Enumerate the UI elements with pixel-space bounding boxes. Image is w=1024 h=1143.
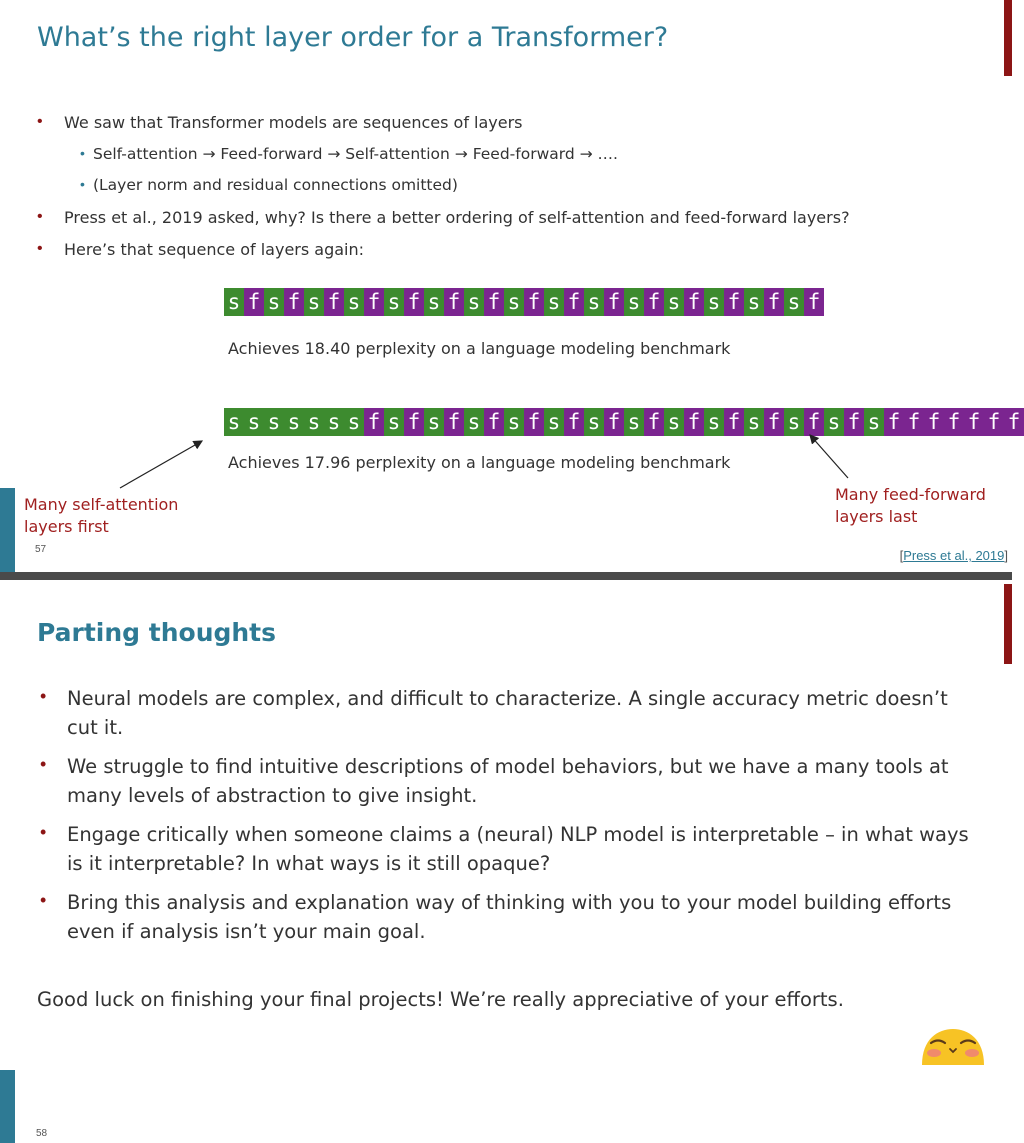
- feed-forward-layer: f: [644, 288, 664, 316]
- self-attention-layer: s: [744, 408, 764, 436]
- feed-forward-layer: f: [404, 408, 424, 436]
- feed-forward-layer: f: [484, 408, 504, 436]
- self-attention-layer: s: [304, 288, 324, 316]
- page-number: 58: [36, 1128, 48, 1139]
- feed-forward-layer: f: [604, 288, 624, 316]
- self-attention-layer: s: [544, 408, 564, 436]
- feed-forward-layer: f: [324, 288, 344, 316]
- blushing-face-icon: [920, 1027, 986, 1067]
- note-feed-forward: Many feed-forward layers last: [835, 485, 986, 526]
- self-attention-layer: s: [224, 408, 244, 436]
- self-attention-layer: s: [244, 408, 264, 436]
- feed-forward-layer: f: [644, 408, 664, 436]
- feed-forward-layer: f: [284, 288, 304, 316]
- feed-forward-layer: f: [564, 408, 584, 436]
- slide-title: Parting thoughts: [37, 618, 277, 647]
- feed-forward-layer: f: [444, 288, 464, 316]
- self-attention-layer: s: [704, 288, 724, 316]
- bullet-dot: •: [37, 208, 43, 225]
- self-attention-layer: s: [784, 408, 804, 436]
- self-attention-layer: s: [744, 288, 764, 316]
- self-attention-layer: s: [664, 408, 684, 436]
- feed-forward-layer: f: [364, 408, 384, 436]
- feed-forward-layer: f: [564, 288, 584, 316]
- self-attention-layer: s: [264, 408, 284, 436]
- bullet-text: Press et al., 2019 asked, why? Is there a better ordering of self-attention and feed-forward layers?: [64, 208, 850, 227]
- arrow-to-feed-forward: [810, 435, 848, 478]
- self-attention-layer: s: [324, 408, 344, 436]
- self-attention-layer: s: [424, 288, 444, 316]
- arrow-to-self-attention: [120, 441, 202, 488]
- page-number: 57: [35, 544, 47, 555]
- feed-forward-layer: f: [904, 408, 924, 436]
- feed-forward-layer: f: [944, 408, 964, 436]
- accent-bar-right: [1004, 584, 1012, 664]
- self-attention-layer: s: [584, 408, 604, 436]
- note-self-attention: Many self-attention layers first: [24, 495, 179, 536]
- self-attention-layer: s: [784, 288, 804, 316]
- self-attention-layer: s: [424, 408, 444, 436]
- bullet-text: Neural models are complex, and difficult to characterize. A single accuracy metric doesn’t cut it.: [67, 687, 948, 739]
- slide-57: [0, 0, 1021, 572]
- self-attention-layer: s: [284, 408, 304, 436]
- feed-forward-layer: f: [804, 288, 824, 316]
- bullet-dot: •: [37, 240, 43, 257]
- sub-bullet-text: (Layer norm and residual connections omitted): [93, 176, 458, 194]
- self-attention-layer: s: [664, 288, 684, 316]
- closing-message: Good luck on finishing your final projects! We’re really appreciative of your efforts.: [37, 988, 844, 1011]
- feed-forward-layer: f: [524, 408, 544, 436]
- bullet-dot: •: [37, 113, 43, 130]
- bullet-text: Here’s that sequence of layers again:: [64, 240, 365, 259]
- accent-bar-left: [0, 1070, 15, 1143]
- feed-forward-layer: f: [684, 408, 704, 436]
- feed-forward-layer: f: [884, 408, 904, 436]
- self-attention-layer: s: [624, 288, 644, 316]
- self-attention-layer: s: [584, 288, 604, 316]
- feed-forward-layer: f: [1004, 408, 1024, 436]
- self-attention-layer: s: [384, 408, 404, 436]
- feed-forward-layer: f: [804, 408, 824, 436]
- self-attention-layer: s: [864, 408, 884, 436]
- bullet-text: Bring this analysis and explanation way of thinking with you to your model building efforts even if analysis isn’t your main goal.: [67, 891, 952, 943]
- citation-link[interactable]: Press et al., 2019: [903, 548, 1005, 563]
- bullet-dot: •: [40, 890, 47, 910]
- bullet-dot: •: [40, 822, 47, 842]
- feed-forward-layer: f: [964, 408, 984, 436]
- self-attention-layer: s: [344, 408, 364, 436]
- feed-forward-layer: f: [484, 288, 504, 316]
- slide-divider: [0, 572, 1012, 580]
- feed-forward-layer: f: [244, 288, 264, 316]
- feed-forward-layer: f: [364, 288, 384, 316]
- bullet-dot: •: [40, 754, 47, 774]
- feed-forward-layer: f: [984, 408, 1004, 436]
- self-attention-layer: s: [624, 408, 644, 436]
- feed-forward-layer: f: [724, 408, 744, 436]
- feed-forward-layer: f: [724, 288, 744, 316]
- sub-bullet-text: Self-attention → Feed-forward → Self-attention → Feed-forward → ….: [93, 145, 618, 163]
- self-attention-layer: s: [304, 408, 324, 436]
- bullet-text: We saw that Transformer models are sequences of layers: [64, 113, 523, 132]
- feed-forward-layer: f: [404, 288, 424, 316]
- self-attention-layer: s: [384, 288, 404, 316]
- slide-title: What’s the right layer order for a Transformer?: [37, 22, 669, 53]
- bullet-text: Engage critically when someone claims a (neural) NLP model is interpretable – in what ways is it interpretable? In what ways is it still opaque?: [67, 823, 969, 875]
- perplexity-caption: Achieves 17.96 perplexity on a language modeling benchmark: [228, 453, 731, 472]
- perplexity-caption: Achieves 18.40 perplexity on a language modeling benchmark: [228, 339, 731, 358]
- feed-forward-layer: f: [764, 408, 784, 436]
- self-attention-layer: s: [544, 288, 564, 316]
- feed-forward-layer: f: [764, 288, 784, 316]
- feed-forward-layer: f: [924, 408, 944, 436]
- bullet-dot: •: [40, 686, 47, 706]
- self-attention-layer: s: [504, 288, 524, 316]
- self-attention-layer: s: [224, 288, 244, 316]
- sub-bullet-dot: •: [80, 176, 85, 192]
- self-attention-layer: s: [464, 288, 484, 316]
- self-attention-layer: s: [264, 288, 284, 316]
- self-attention-layer: s: [504, 408, 524, 436]
- self-attention-layer: s: [704, 408, 724, 436]
- feed-forward-layer: f: [444, 408, 464, 436]
- self-attention-layer: s: [824, 408, 844, 436]
- feed-forward-layer: f: [844, 408, 864, 436]
- bullet-text: We struggle to find intuitive descriptions of model behaviors, but we have a many tools at many levels of abstraction to give insight.: [67, 755, 949, 807]
- sub-bullet-dot: •: [80, 145, 85, 161]
- feed-forward-layer: f: [524, 288, 544, 316]
- self-attention-layer: s: [344, 288, 364, 316]
- feed-forward-layer: f: [684, 288, 704, 316]
- slide-58: [0, 580, 1012, 1143]
- citation: [Press et al., 2019]: [899, 548, 1008, 563]
- self-attention-layer: s: [464, 408, 484, 436]
- feed-forward-layer: f: [604, 408, 624, 436]
